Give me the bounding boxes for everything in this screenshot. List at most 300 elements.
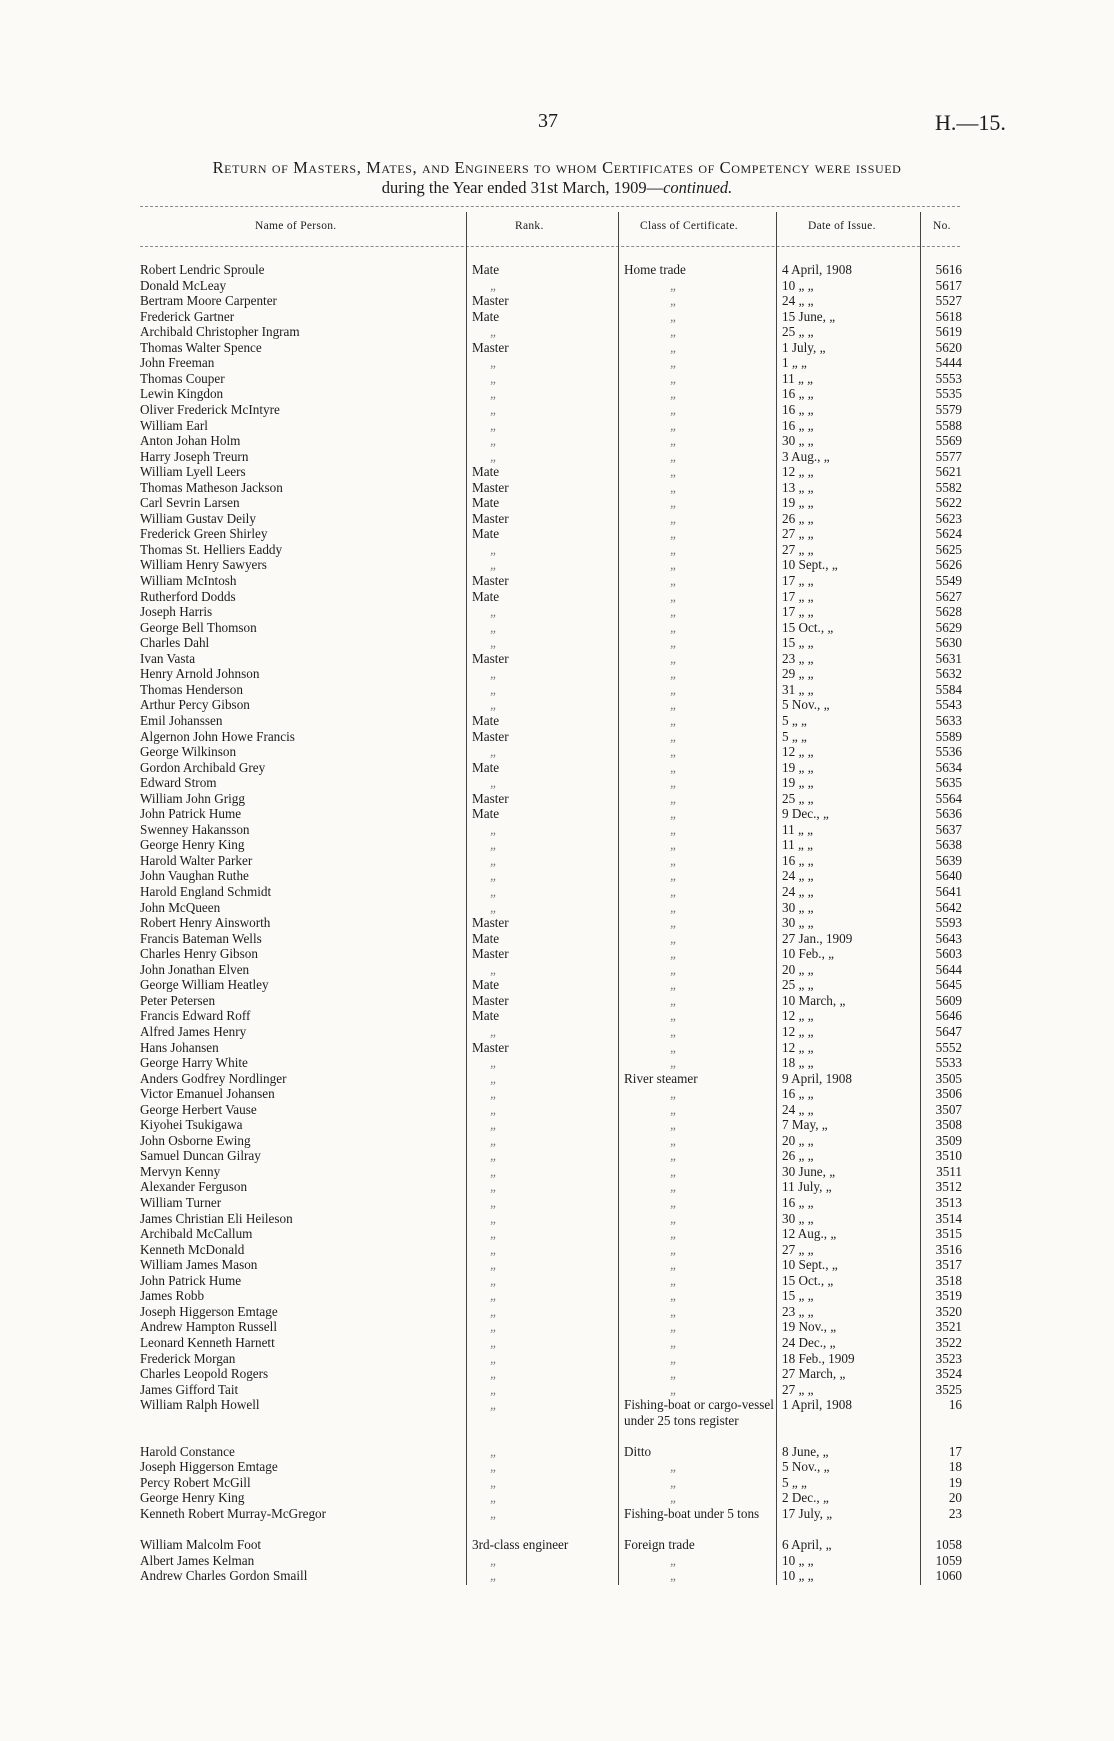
certificate-number: 5533: [935, 1055, 962, 1071]
person-name: Kenneth Robert Murray-McGregor: [140, 1506, 327, 1521]
rank-cell: „: [490, 355, 498, 371]
issue-date: 10 Sept., „: [782, 557, 838, 573]
certificate-number: 3505: [935, 1070, 962, 1086]
person-name: Kiyohei Tsukigawa: [140, 1117, 243, 1133]
certificate-number: 5628: [935, 604, 962, 620]
person-name: William James Mason: [140, 1257, 258, 1273]
person-name: Harold England Schmidt: [140, 884, 272, 899]
title-line-2: [0, 178, 1114, 198]
certificate-class: „: [670, 604, 678, 620]
person-name: William Malcolm Foot: [140, 1537, 262, 1553]
certificate-number: 5553: [935, 370, 962, 386]
issue-date: 24 „ „: [782, 868, 814, 884]
rank-cell: „: [490, 775, 498, 791]
certificate-number: 3510: [935, 1148, 962, 1164]
certificate-number: 5641: [935, 884, 962, 899]
table-row: [0, 1568, 1114, 1584]
table-row: [0, 589, 1114, 605]
certificate-number: 5588: [935, 417, 962, 433]
certificate-number: 3521: [935, 1319, 962, 1335]
certificate-number: 5536: [935, 744, 962, 760]
certificate-class: Foreign trade: [624, 1537, 695, 1553]
certificate-number: 5644: [935, 961, 962, 977]
certificate-number: 5444: [935, 355, 962, 371]
certificate-number: 5622: [935, 495, 962, 511]
certificate-class: „: [670, 526, 678, 542]
certificate-number: 5582: [935, 479, 962, 495]
person-name: Arthur Percy Gibson: [140, 697, 250, 713]
person-name: George Harry White: [140, 1055, 248, 1071]
person-name: William McIntosh: [140, 573, 237, 588]
certificate-class: „: [670, 1334, 678, 1350]
rank-cell: „: [490, 541, 498, 557]
certificate-class: „: [670, 1257, 678, 1273]
certificate-class: „: [670, 464, 678, 480]
table-row: [0, 682, 1114, 698]
table-row: [0, 511, 1114, 527]
table-row: [0, 449, 1114, 465]
person-name: Thomas Matheson Jackson: [140, 479, 283, 495]
issue-date: 25 „ „: [782, 977, 814, 993]
certificate-class: „: [670, 1459, 678, 1475]
certificate-number: 5603: [935, 946, 962, 962]
table-row: [0, 915, 1114, 931]
certificate-class: „: [670, 1241, 678, 1257]
issue-date: 12 Aug., „: [782, 1226, 837, 1242]
certificate-class: „: [670, 1195, 678, 1210]
certificate-class: „: [670, 977, 678, 993]
table-row: [0, 1351, 1114, 1367]
issue-date: 15 June, „: [782, 308, 836, 324]
certificate-number: 3516: [935, 1241, 962, 1257]
certificate-class: „: [670, 1474, 678, 1490]
certificate-number: 18: [948, 1459, 962, 1475]
certificate-number: 5589: [935, 728, 962, 744]
person-name: Francis Bateman Wells: [140, 930, 262, 946]
certificate-class: „: [670, 1288, 678, 1304]
rank-cell: „: [490, 386, 498, 402]
certificate-class: „: [670, 557, 678, 573]
certificate-number: 16: [948, 1397, 962, 1413]
person-name: James Gifford Tait: [140, 1381, 239, 1397]
rank-cell: Mate: [472, 759, 500, 775]
issue-date: 3 Aug., „: [782, 448, 830, 464]
person-name: Donald McLeay: [140, 277, 227, 293]
issue-date: 16 „ „: [782, 852, 814, 868]
person-name: Harold Constance: [140, 1443, 235, 1459]
table-row: [0, 262, 1114, 278]
table-row: [0, 1040, 1114, 1056]
rank-cell: Master: [472, 339, 509, 355]
certificate-number: 5627: [935, 588, 962, 604]
rank-cell: „: [490, 1397, 498, 1413]
rank-cell: Mate: [472, 588, 500, 604]
issue-date: 12 „ „: [782, 1008, 814, 1024]
certificate-number: 1058: [935, 1537, 962, 1553]
issue-date: 11 „ „: [782, 821, 813, 837]
person-name: John Vaughan Ruthe: [140, 868, 249, 884]
table-row: [0, 1553, 1114, 1569]
person-name: Mervyn Kenny: [140, 1163, 221, 1179]
certificate-class: „: [670, 899, 678, 915]
certificate-number: 5617: [935, 277, 962, 293]
certificate-class: „: [670, 1226, 678, 1242]
person-name: Albert James Kelman: [140, 1552, 255, 1568]
rank-cell: „: [490, 1474, 498, 1490]
table-row: [0, 1008, 1114, 1024]
person-name: George William Heatley: [140, 977, 269, 993]
issue-date: 11 July, „: [782, 1179, 832, 1195]
rank-cell: „: [490, 1272, 498, 1288]
certificate-number: 5620: [935, 339, 962, 355]
person-name: Frederick Morgan: [140, 1350, 236, 1366]
issue-date: 27 „ „: [782, 541, 814, 557]
table-row: [0, 1071, 1114, 1087]
person-name: Archibald McCallum: [140, 1226, 253, 1242]
table-row: [0, 557, 1114, 573]
certificate-class: „: [670, 635, 678, 651]
page-number: 37: [538, 110, 558, 132]
issue-date: 10 Sept., „: [782, 1257, 838, 1273]
rank-cell: „: [490, 1506, 498, 1521]
certificate-class: Fishing-boat under 5 tons: [624, 1506, 760, 1521]
certificate-class: „: [670, 1023, 678, 1039]
rank-cell: „: [490, 635, 498, 651]
issue-date: 5 Nov., „: [782, 697, 830, 713]
table-row: [0, 1444, 1114, 1460]
certificate-class: „: [670, 681, 678, 697]
certificate-number: 5640: [935, 868, 962, 884]
person-name: John Patrick Hume: [140, 1272, 242, 1288]
certificate-class: „: [670, 433, 678, 449]
table-row: [0, 993, 1114, 1009]
person-name: Robert Henry Ainsworth: [140, 915, 271, 931]
rank-cell: „: [490, 324, 498, 340]
certificate-class: „: [670, 821, 678, 837]
table-row: [0, 853, 1114, 869]
person-name: Algernon John Howe Francis: [140, 728, 295, 744]
certificate-class: „: [670, 1163, 678, 1179]
person-name: Francis Edward Roff: [140, 1008, 251, 1024]
person-name: Charles Dahl: [140, 635, 210, 651]
certificate-class: „: [670, 1117, 678, 1133]
certificate-number: 3524: [935, 1366, 962, 1382]
person-name: William Lyell Leers: [140, 464, 246, 480]
person-name: Thomas Couper: [140, 370, 225, 386]
table-row: [0, 837, 1114, 853]
rank-cell: „: [490, 1319, 498, 1335]
certificate-number: 5638: [935, 837, 962, 853]
rank-cell: „: [490, 1381, 498, 1397]
issue-date: 9 Dec., „: [782, 806, 829, 822]
rank-cell: Mate: [472, 308, 500, 324]
person-name: Frederick Green Shirley: [140, 526, 268, 542]
rank-cell: „: [490, 868, 498, 884]
issue-date: 11 „ „: [782, 370, 813, 386]
certificate-number: 5643: [935, 930, 962, 946]
issue-date: 18 „ „: [782, 1055, 814, 1071]
certificate-class: „: [670, 1101, 678, 1117]
header-bottom-rule: [140, 246, 960, 247]
table-row: [0, 946, 1114, 962]
issue-date: 27 „ „: [782, 1381, 814, 1397]
title-line-1: Return of Masters, Mates, and Engineers to whom Certificates of Competency were issued: [212, 158, 902, 177]
table-row: [0, 1304, 1114, 1320]
issue-date: 10 „ „: [782, 277, 814, 293]
certificate-class: „: [670, 1568, 678, 1584]
person-name: Anton Johan Holm: [140, 433, 241, 449]
issue-date: 27 „ „: [782, 1241, 814, 1257]
rank-cell: „: [490, 1163, 498, 1179]
rank-cell: „: [490, 1350, 498, 1366]
table-row: [0, 635, 1114, 651]
rank-cell: „: [490, 604, 498, 620]
certificate-class: „: [670, 1490, 678, 1506]
certificate-number: 5584: [935, 681, 962, 697]
issue-date: 4 April, 1908: [782, 262, 852, 277]
certificate-number: 20: [948, 1490, 962, 1506]
certificate-number: 17: [948, 1443, 962, 1459]
certificate-class: „: [670, 837, 678, 853]
certificate-number: 5635: [935, 775, 962, 791]
certificate-class: „: [670, 946, 678, 962]
table-row: [0, 620, 1114, 636]
person-name: Thomas Henderson: [140, 681, 243, 697]
issue-date: 29 „ „: [782, 666, 814, 682]
certificate-number: 3508: [935, 1117, 962, 1133]
certificate-number: 5626: [935, 557, 962, 573]
table-row: [0, 386, 1114, 402]
header-rank: Rank.: [515, 220, 544, 232]
issue-date: 23 „ „: [782, 650, 814, 666]
table-row: [0, 1117, 1114, 1133]
issue-date: 16 „ „: [782, 1086, 814, 1102]
certificate-class: „: [670, 915, 678, 931]
person-name: Peter Petersen: [140, 992, 216, 1008]
issue-date: 30 „ „: [782, 899, 814, 915]
table-row: [0, 900, 1114, 916]
table-row: [0, 1102, 1114, 1118]
rank-cell: „: [490, 1179, 498, 1195]
certificate-class: „: [670, 1132, 678, 1148]
rank-cell: Master: [472, 510, 509, 526]
certificate-class: „: [670, 790, 678, 806]
person-name: John Osborne Ewing: [140, 1132, 251, 1148]
issue-date: 19 Nov., „: [782, 1319, 837, 1335]
rank-cell: Mate: [472, 930, 500, 946]
certificate-number: 1059: [935, 1552, 962, 1568]
table-row: [0, 480, 1114, 496]
document-reference: H.—15.: [935, 110, 1006, 135]
table-row: [0, 1055, 1114, 1071]
issue-date: 24 „ „: [782, 293, 814, 309]
certificate-number: 23: [948, 1506, 962, 1521]
rank-cell: „: [490, 1288, 498, 1304]
table-row: [0, 962, 1114, 978]
issue-date: 1 July, „: [782, 339, 826, 355]
issue-date: 23 „ „: [782, 1303, 814, 1319]
issue-date: 19 „ „: [782, 495, 814, 511]
certificate-number: 5646: [935, 1008, 962, 1024]
issue-date: 16 „ „: [782, 401, 814, 417]
person-name: Andrew Hampton Russell: [140, 1319, 277, 1335]
table-row: [0, 1211, 1114, 1227]
certificate-number: 3525: [935, 1381, 962, 1397]
table-row: [0, 1086, 1114, 1102]
issue-date: 15 „ „: [782, 635, 814, 651]
certificate-number: 5625: [935, 541, 962, 557]
rank-cell: „: [490, 433, 498, 449]
rank-cell: „: [490, 557, 498, 573]
rank-cell: „: [490, 1552, 498, 1568]
issue-date: 5 „ „: [782, 1474, 807, 1490]
person-name: Andrew Charles Gordon Smaill: [140, 1568, 308, 1584]
rank-cell: „: [490, 744, 498, 760]
rank-cell: Master: [472, 650, 509, 666]
issue-date: 15 „ „: [782, 1288, 814, 1304]
certificate-number: 5549: [935, 573, 962, 588]
certificate-class: „: [670, 992, 678, 1008]
person-name: John Patrick Hume: [140, 806, 242, 822]
issue-date: 12 „ „: [782, 744, 814, 760]
issue-date: 25 „ „: [782, 324, 814, 340]
certificate-number: 5619: [935, 324, 962, 340]
certificate-class: „: [670, 1381, 678, 1397]
person-name: William Turner: [140, 1195, 222, 1210]
certificate-number: 5593: [935, 915, 962, 931]
certificate-class: „: [670, 1366, 678, 1382]
person-name: Joseph Higgerson Emtage: [140, 1303, 278, 1319]
rank-cell: „: [490, 1257, 498, 1273]
table-row: [0, 1273, 1114, 1289]
certificate-number: 5618: [935, 308, 962, 324]
issue-date: 1 „ „: [782, 355, 807, 371]
issue-date: 10 Feb., „: [782, 946, 835, 962]
person-name: James Robb: [140, 1288, 205, 1304]
issue-date: 30 June, „: [782, 1163, 836, 1179]
rank-cell: „: [490, 1023, 498, 1039]
table-row: [0, 775, 1114, 791]
certificate-class: „: [670, 324, 678, 340]
person-name: George Wilkinson: [140, 744, 237, 760]
issue-date: 26 „ „: [782, 510, 814, 526]
issue-date: 10 March, „: [782, 992, 846, 1008]
certificate-number: 5564: [935, 790, 962, 806]
certificate-number: 3522: [935, 1334, 962, 1350]
person-name: Carl Sevrin Larsen: [140, 495, 240, 511]
rank-cell: Master: [472, 790, 509, 806]
certificate-class: „: [670, 277, 678, 293]
certificate-class: „: [670, 666, 678, 682]
rank-cell: Mate: [472, 806, 500, 822]
certificate-number: 5621: [935, 464, 962, 480]
rank-cell: „: [490, 884, 498, 899]
rank-cell: „: [490, 417, 498, 433]
issue-date: 11 „ „: [782, 837, 813, 853]
certificate-class: „: [670, 961, 678, 977]
table-row: [0, 1490, 1114, 1506]
rank-cell: „: [490, 697, 498, 713]
certificate-class: „: [670, 697, 678, 713]
table-row: [0, 931, 1114, 947]
certificate-class: „: [670, 1055, 678, 1071]
table-row: [0, 309, 1114, 325]
certificate-class: „: [670, 1039, 678, 1055]
header-class: Class of Certificate.: [640, 220, 738, 232]
rank-cell: „: [490, 852, 498, 868]
certificate-class: „: [670, 806, 678, 822]
issue-date: 8 June, „: [782, 1443, 829, 1459]
rank-cell: Mate: [472, 526, 500, 542]
person-name: John Freeman: [140, 355, 215, 371]
table-row: [0, 1179, 1114, 1195]
table-row: [0, 402, 1114, 418]
certificate-class: „: [670, 1350, 678, 1366]
certificate-class: „: [670, 775, 678, 791]
certificate-number: 5637: [935, 821, 962, 837]
person-name: Joseph Harris: [140, 604, 213, 620]
table-row: [0, 729, 1114, 745]
header-name: Name of Person.: [255, 220, 337, 232]
person-name: George Henry King: [140, 837, 245, 853]
certificate-class: „: [670, 293, 678, 309]
issue-date: 7 May, „: [782, 1117, 828, 1133]
certificate-class: „: [670, 744, 678, 760]
person-name: Thomas Walter Spence: [140, 339, 262, 355]
issue-date: 24 Dec., „: [782, 1334, 836, 1350]
certificate-number: 5577: [935, 448, 962, 464]
issue-date: 17 „ „: [782, 604, 814, 620]
table-row: [0, 1226, 1114, 1242]
certificate-number: 5634: [935, 759, 962, 775]
person-name: Edward Strom: [140, 775, 217, 791]
certificate-class: „: [670, 868, 678, 884]
person-name: Harry Joseph Treurn: [140, 448, 249, 464]
issue-date: 13 „ „: [782, 479, 814, 495]
person-name: James Christian Eli Heileson: [140, 1210, 293, 1226]
table-row: [0, 1319, 1114, 1335]
table-row: [0, 713, 1114, 729]
certificate-class: „: [670, 370, 678, 386]
certificate-number: 1060: [935, 1568, 962, 1584]
certificate-class: „: [670, 1210, 678, 1226]
certificate-class: „: [670, 355, 678, 371]
rank-cell: „: [490, 277, 498, 293]
certificate-number: 5630: [935, 635, 962, 651]
table-row: [0, 371, 1114, 387]
certificate-number: 3523: [935, 1350, 962, 1366]
issue-date: 17 July, „: [782, 1506, 833, 1521]
person-name: Leonard Kenneth Harnett: [140, 1334, 275, 1350]
rank-cell: Mate: [472, 977, 500, 993]
person-name: Rutherford Dodds: [140, 588, 236, 604]
certificate-class: „: [670, 884, 678, 899]
rank-cell: „: [490, 1101, 498, 1117]
certificate-number: 5647: [935, 1023, 962, 1039]
rank-cell: „: [490, 1132, 498, 1148]
certificate-class: „: [670, 448, 678, 464]
certificate-number: 3506: [935, 1086, 962, 1102]
rank-cell: „: [490, 1210, 498, 1226]
issue-date: 9 April, 1908: [782, 1070, 852, 1086]
table-row: [0, 822, 1114, 838]
issue-date: 15 Oct., „: [782, 1272, 834, 1288]
rank-cell: „: [490, 1568, 498, 1584]
certificate-class: „: [670, 1319, 678, 1335]
person-name: Lewin Kingdon: [140, 386, 224, 402]
rank-cell: „: [490, 666, 498, 682]
table-row: [0, 977, 1114, 993]
